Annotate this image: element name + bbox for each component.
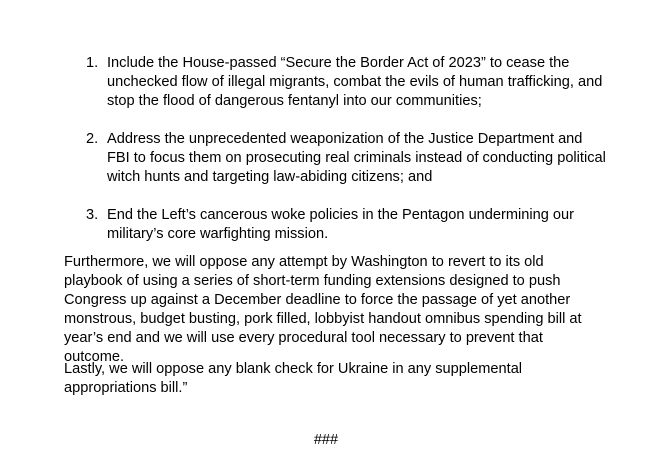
list-item-number: 1. <box>86 55 99 71</box>
list-item-text: End the Left’s cancerous woke policies in the Pentagon undermining our military’s core warfighting mission. <box>107 207 575 242</box>
list-item <box>86 130 606 187</box>
closing-mark: ### <box>313 432 339 448</box>
list-item-text: Address the unprecedented weaponization of the Justice Department and FBI to focus them on prosecuting real criminals instead of conducting political witch hunts and targeting law-abiding citizens; and <box>107 131 606 185</box>
list-item <box>86 54 606 111</box>
paragraph-furthermore: Furthermore, we will oppose any attempt by Washington to revert to its old playbook of using a series of short-term funding extensions designed to push Congress up against a December deadline to force the passage of yet another monstrous, budget busting, pork filled, lobbyist handout omnibus spending bill at year’s end and we will use every procedural tool necessary to prevent that outcome. <box>64 254 582 365</box>
list-item-text: Include the House-passed “Secure the Border Act of 2023” to cease the unchecked flow of illegal migrants, combat the evils of human trafficking, and stop the flood of dangerous fentanyl into our communities; <box>107 55 603 109</box>
list-item <box>86 206 606 244</box>
demands-list <box>86 54 606 263</box>
paragraph-lastly: Lastly, we will oppose any blank check for Ukraine in any supplemental appropriations bill.” <box>64 361 523 396</box>
list-item-number: 3. <box>86 207 99 223</box>
list-item-number: 2. <box>86 131 99 147</box>
